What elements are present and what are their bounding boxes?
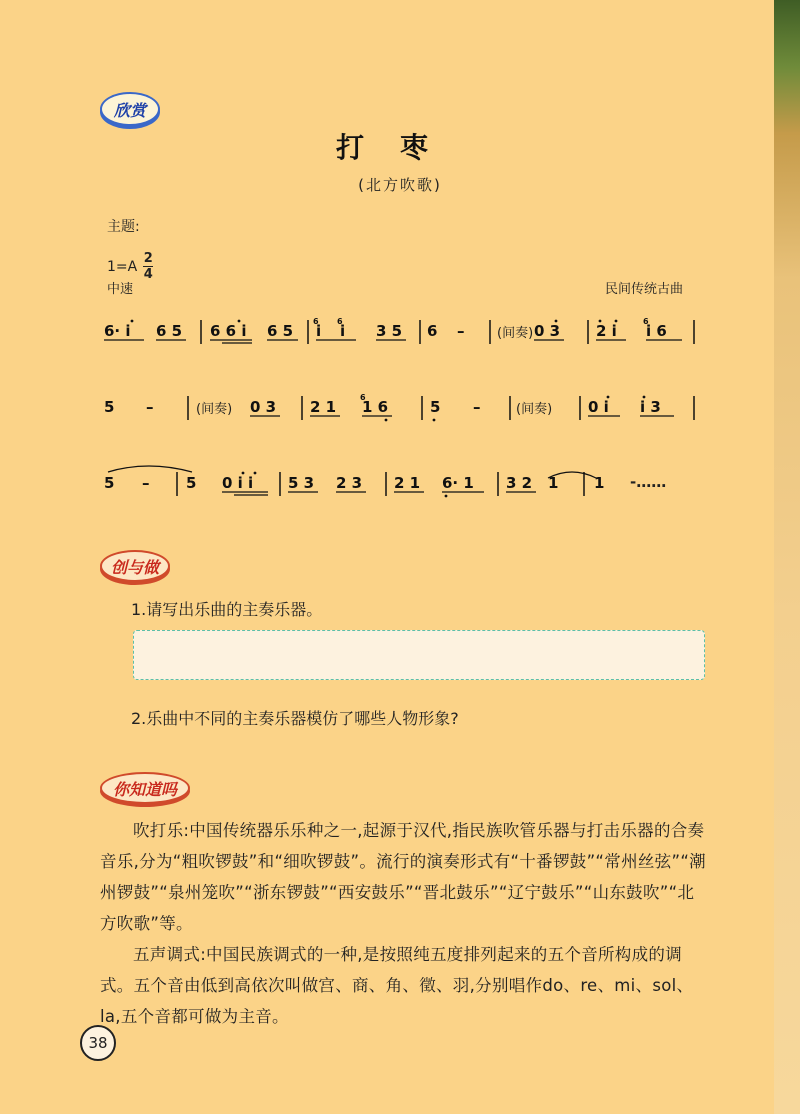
svg-text:–: – bbox=[146, 398, 154, 416]
svg-text:2 3: 2 3 bbox=[336, 474, 363, 492]
svg-text:2 1: 2 1 bbox=[310, 398, 337, 416]
appreciation-badge: 欣赏 bbox=[100, 92, 160, 126]
svg-text:6: 6 bbox=[313, 317, 319, 326]
score-line-3 bbox=[104, 464, 700, 508]
svg-text:–: – bbox=[142, 474, 150, 492]
svg-text:2 i: 2 i bbox=[596, 322, 617, 340]
svg-text:i 3: i 3 bbox=[640, 398, 661, 416]
interlude-2: (间奏) bbox=[196, 402, 233, 417]
page-subtitle: (北方吹歌) bbox=[358, 176, 442, 194]
svg-text:0 3: 0 3 bbox=[534, 322, 561, 340]
page-edge-decoration bbox=[774, 0, 800, 1114]
svg-text:6 6 i: 6 6 i bbox=[210, 322, 247, 340]
answer-box[interactable] bbox=[133, 630, 705, 680]
svg-text:0 i: 0 i bbox=[588, 398, 609, 416]
score-line-1 bbox=[104, 312, 700, 356]
svg-text:6· 1: 6· 1 bbox=[442, 474, 474, 492]
question-1: 1.请写出乐曲的主奏乐器。 bbox=[131, 600, 323, 619]
svg-text:5 3: 5 3 bbox=[288, 474, 315, 492]
time-signature bbox=[143, 252, 153, 281]
svg-text:0 3: 0 3 bbox=[250, 398, 277, 416]
svg-text:6: 6 bbox=[360, 393, 366, 402]
svg-text:6· i: 6· i bbox=[104, 322, 131, 340]
svg-text:–: – bbox=[457, 322, 465, 340]
svg-text:5: 5 bbox=[430, 398, 441, 416]
interlude-1: (间奏) bbox=[497, 326, 534, 341]
svg-text:i: i bbox=[316, 322, 322, 340]
create-and-do-badge: 创与做 bbox=[100, 550, 170, 582]
tempo-mark: 中速 bbox=[107, 282, 134, 297]
attribution: 民间传统古曲 bbox=[605, 282, 684, 297]
svg-text:6: 6 bbox=[427, 322, 438, 340]
svg-text:6 5: 6 5 bbox=[267, 322, 294, 340]
paragraph-pentatonic: 五声调式:中国民族调式的一种,是按照纯五度排列起来的五个音所构成的调式。五个音由低到高依次叫做宫、商、角、徵、羽,分别唱作do、re、mi、sol、la,五个音都可做为主音。 bbox=[100, 945, 694, 1026]
theme-label: 主题: bbox=[107, 219, 140, 235]
score-line-2 bbox=[104, 388, 700, 432]
svg-text:5: 5 bbox=[104, 474, 115, 492]
svg-text:1: 1 bbox=[594, 474, 605, 492]
svg-text:6: 6 bbox=[643, 317, 649, 326]
svg-text:–: – bbox=[473, 398, 481, 416]
question-2: 2.乐曲中不同的主奏乐器模仿了哪些人物形象? bbox=[131, 709, 459, 728]
meter-top: 2 bbox=[143, 251, 153, 266]
svg-text:0 i i: 0 i i bbox=[222, 474, 254, 492]
svg-text:3 2: 3 2 bbox=[506, 474, 533, 492]
svg-text:3 5: 3 5 bbox=[376, 322, 403, 340]
svg-text:6 5: 6 5 bbox=[156, 322, 183, 340]
svg-text:2 1: 2 1 bbox=[394, 474, 421, 492]
svg-text:1: 1 bbox=[548, 474, 559, 492]
meter-bottom: 4 bbox=[143, 267, 153, 282]
paragraph-chuidayue: 吹打乐:中国传统器乐乐种之一,起源于汉代,指民族吹管乐器与打击乐器的合奏音乐,分为“粗吹锣鼓”和“细吹锣鼓”。流行的演奏形式有“十番锣鼓”“常州丝弦”“潮州锣鼓”“泉州笼吹”“浙东锣鼓”“西安鼓乐”“晋北鼓乐”“辽宁鼓乐”“山东鼓吹”“北方吹歌”等。 bbox=[100, 821, 706, 933]
key-signature bbox=[107, 252, 153, 281]
page-number: 38 bbox=[80, 1025, 116, 1061]
key-text: 1=A bbox=[107, 258, 138, 275]
interlude-3: (间奏) bbox=[516, 402, 553, 417]
svg-text:5: 5 bbox=[186, 474, 197, 492]
svg-text:i: i bbox=[340, 322, 346, 340]
svg-text:5: 5 bbox=[104, 398, 115, 416]
svg-text:6: 6 bbox=[337, 317, 343, 326]
did-you-know-badge: 你知道吗 bbox=[100, 772, 190, 804]
svg-text:1 6: 1 6 bbox=[362, 398, 389, 416]
svg-text:i 6: i 6 bbox=[646, 322, 667, 340]
page-title: 打枣 bbox=[335, 131, 464, 164]
ending-mark: -…… bbox=[630, 473, 667, 491]
